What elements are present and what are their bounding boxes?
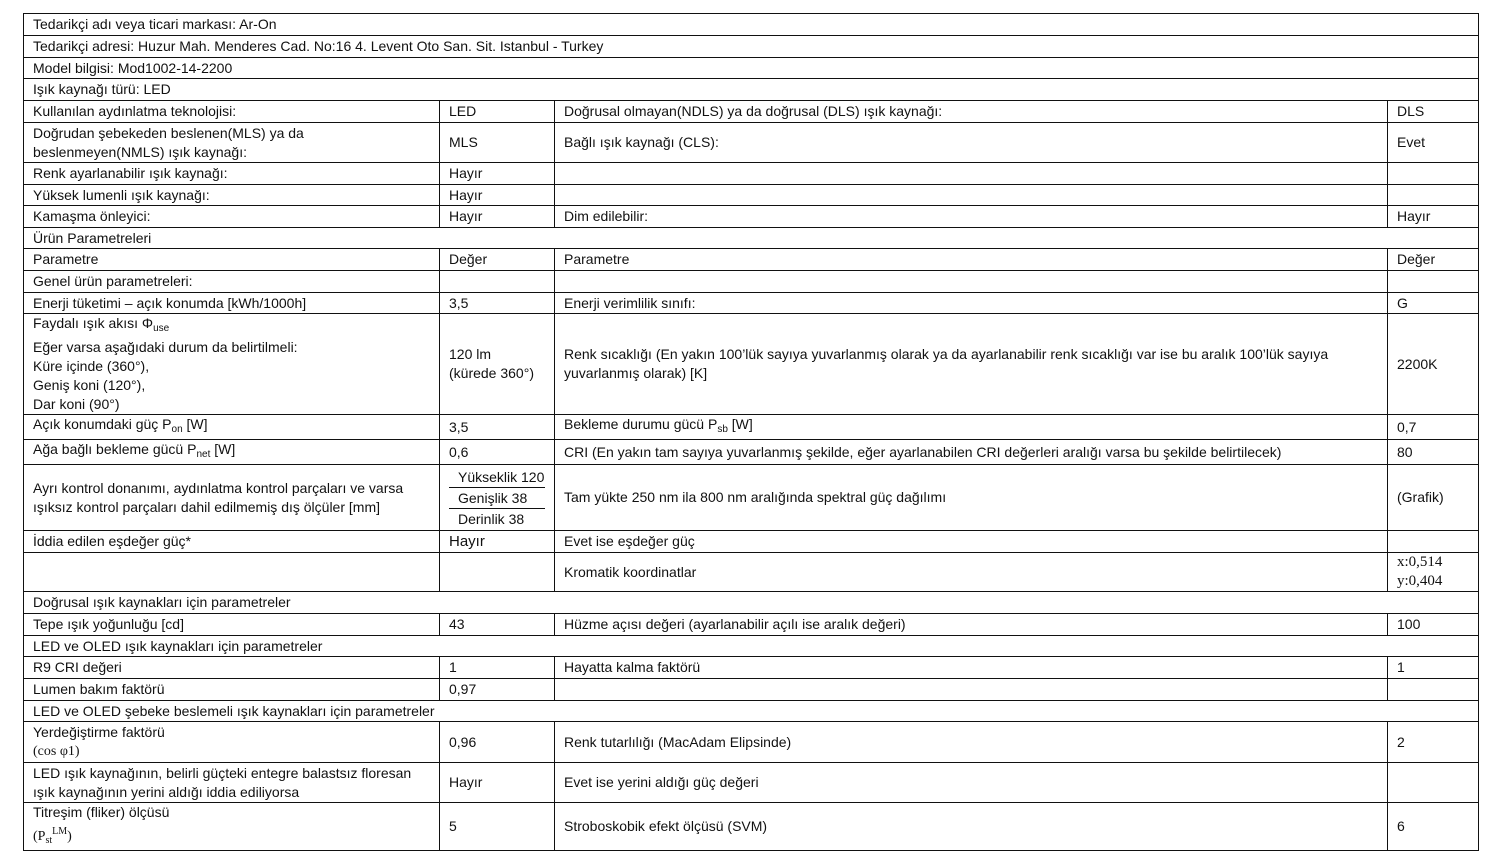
ndls-dls-value: DLS — [1388, 101, 1479, 123]
useful-flux-subscript: use — [153, 323, 170, 334]
useful-flux-label — [24, 314, 440, 415]
led-section-title: LED ve OLED ışık kaynakları için parametreler — [24, 636, 1479, 657]
lighting-tech-value: LED — [440, 101, 555, 123]
peak-intensity-label: Tepe ışık yoğunluğu [cd] — [24, 614, 440, 636]
on-mode-power-value: 3,5 — [440, 415, 555, 440]
cri-label: CRI (En yakın tam sayıya yuvarlanmış şekilde, eğer ayarlanabilen CRI değerleri aralığı varsa bu şekilde belirtilecek) — [555, 440, 1388, 465]
stroboscopic-effect-value: 6 — [1388, 803, 1479, 851]
survival-factor-label: Hayatta kalma faktörü — [555, 657, 1388, 679]
replaced-power-label: Evet ise yerini aldığı güç değeri — [555, 763, 1388, 803]
empty-cell — [440, 271, 555, 293]
flicker-metric-value: 5 — [440, 803, 555, 851]
cls-value: Evet — [1388, 123, 1479, 163]
empty-cell — [555, 271, 1388, 293]
empty-cell — [1388, 271, 1479, 293]
lumen-maintenance-value: 0,97 — [440, 679, 555, 701]
product-params-title: Ürün Parametreleri — [24, 228, 1479, 249]
col-header-value: Değer — [1388, 249, 1479, 271]
high-lumen-value: Hayır — [440, 185, 555, 206]
dls-section-title: Doğrusal ışık kaynakları için parametreler — [24, 592, 1479, 614]
flux-value-line: 120 lm — [449, 346, 492, 362]
flicker-metric-label — [24, 803, 440, 851]
empty-cell — [555, 679, 1388, 701]
col-header-value: Değer — [440, 249, 555, 271]
cri-value: 80 — [1388, 440, 1479, 465]
dimmable-value: Hayır — [1388, 206, 1479, 228]
claimed-equivalent-power-value: Hayır — [440, 531, 555, 553]
lighting-tech-label: Kullanılan aydınlatma teknolojisi: — [24, 101, 440, 123]
energy-consumption-value: 3,5 — [440, 293, 555, 314]
product-information-sheet — [23, 13, 1479, 851]
displacement-factor-label — [24, 722, 440, 763]
fluorescent-replacement-value: Hayır — [440, 763, 555, 803]
cls-label: Bağlı ışık kaynağı (CLS): — [555, 123, 1388, 163]
col-header-param: Parametre — [555, 249, 1388, 271]
dimension-height: Yükseklik 120 — [449, 467, 545, 488]
mains-section-title: LED ve OLED şebeke beslemeli ışık kaynakları için parametreler — [24, 701, 1479, 722]
stroboscopic-effect-label: Stroboskobik efekt ölçüsü (SVM) — [555, 803, 1388, 851]
empty-cell — [1388, 163, 1479, 185]
outer-dimensions-values — [440, 465, 555, 531]
color-temperature-value: 2200K — [1388, 314, 1479, 415]
claimed-equivalent-power-label: İddia edilen eşdeğer güç* — [24, 531, 440, 553]
empty-cell — [1388, 763, 1479, 803]
networked-standby-label: Ağa bağlı bekleme gücü $P_{net}$ [W] — [24, 440, 440, 465]
empty-cell — [1388, 185, 1479, 206]
empty-cell — [555, 163, 1388, 185]
dimmable-label: Dim edilebilir: — [555, 206, 1388, 228]
standby-power-label: Bekleme durumu gücü $P_{sb}$ [W] — [555, 415, 1388, 440]
networked-standby-value: 0,6 — [440, 440, 555, 465]
chromaticity-value — [1388, 553, 1479, 592]
lumen-maintenance-label: Lumen bakım faktörü — [24, 679, 440, 701]
fluorescent-replacement-label: LED ışık kaynağının, belirli güçteki entegre balastsız floresan ışık kaynağının yerini aldığı iddia ediliyorsa — [24, 763, 440, 803]
empty-cell — [440, 553, 555, 592]
efficiency-class-value: G — [1388, 293, 1479, 314]
empty-cell — [1388, 531, 1479, 553]
flux-line: Eğer varsa aşağıdaki durum da belirtilmeli: — [33, 339, 298, 355]
light-source-type: Işık kaynağı türü: LED — [24, 79, 1479, 101]
flux-line: Küre içinde (360°), — [33, 358, 150, 374]
useful-flux-value — [440, 314, 555, 415]
flicker-metric-formula: $(P_{st}^{LM})$ — [33, 826, 72, 846]
empty-cell — [24, 553, 440, 592]
flux-line: Geniş koni (120°), — [33, 377, 146, 393]
dimension-width: Genişlik 38 — [449, 488, 545, 509]
empty-cell — [1388, 679, 1479, 701]
spectral-distribution-value: (Grafik) — [1388, 465, 1479, 531]
mls-nmls-label: Doğrudan şebekeden beslenen(MLS) ya da beslenmeyen(NMLS) ışık kaynağı: — [24, 123, 440, 163]
model-info: Model bilgisi: Mod1002-14-2200 — [24, 58, 1479, 79]
displacement-factor-formula: (cos φ1) — [33, 744, 80, 759]
col-header-param: Parametre — [24, 249, 440, 271]
flux-value-line: (kürede 360°) — [449, 365, 534, 381]
displacement-factor-title: Yerdeğiştirme faktörü — [33, 724, 165, 740]
supplier-address: Tedarikçi adresi: Huzur Mah. Menderes Cad. No:16 4. Levent Oto San. Sit. Istanbul - Turkey — [24, 36, 1479, 58]
general-params-title: Genel ürün parametreleri: — [24, 271, 440, 293]
energy-consumption-label: Enerji tüketimi – açık konumda [kWh/1000h] — [24, 293, 440, 314]
displacement-factor-value: 0,96 — [440, 722, 555, 763]
r9-cri-value: 1 — [440, 657, 555, 679]
beam-angle-label: Hüzme açısı değeri (ayarlanabilir açılı ise aralık değeri) — [555, 614, 1388, 636]
color-consistency-value: 2 — [1388, 722, 1479, 763]
high-lumen-label: Yüksek lumenli ışık kaynağı: — [24, 185, 440, 206]
empty-cell — [555, 185, 1388, 206]
chromaticity-y: y:0,404 — [1397, 573, 1443, 589]
color-consistency-label: Renk tutarlılığı (MacAdam Elipsinde) — [555, 722, 1388, 763]
on-mode-power-label: Açık konumdaki güç $P_{on}$ [W] — [24, 415, 440, 440]
beam-angle-value: 100 — [1388, 614, 1479, 636]
peak-intensity-value: 43 — [440, 614, 555, 636]
anti-glare-value: Hayır — [440, 206, 555, 228]
useful-flux-title: Faydalı ışık akısı Φ — [33, 315, 154, 331]
equivalent-power-label: Evet ise eşdeğer güç — [555, 531, 1388, 553]
efficiency-class-label: Enerji verimlilik sınıfı: — [555, 293, 1388, 314]
survival-factor-value: 1 — [1388, 657, 1479, 679]
chromaticity-x: x:0,514 — [1397, 554, 1443, 570]
color-tunable-label: Renk ayarlanabilir ışık kaynağı: — [24, 163, 440, 185]
color-temperature-label: Renk sıcaklığı (En yakın 100’lük sayıya yuvarlanmış olarak ya da ayarlanabilir renk sıcaklığı var ise bu aralık 100’lük sayıya yuvarlanmış olarak) [K] — [555, 314, 1388, 415]
flicker-metric-title: Titreşim (fliker) ölçüsü — [33, 804, 170, 820]
dimension-depth: Derinlik 38 — [458, 510, 525, 527]
flux-line: Dar koni (90°) — [33, 396, 120, 412]
ndls-dls-label: Doğrusal olmayan(NDLS) ya da doğrusal (DLS) ışık kaynağı: — [555, 101, 1388, 123]
standby-power-value: 0,7 — [1388, 415, 1479, 440]
outer-dimensions-label: Ayrı kontrol donanımı, aydınlatma kontrol parçaları ve varsa ışıksız kontrol parçaları dahil edilmemiş dış ölçüler [mm] — [24, 465, 440, 531]
chromaticity-label: Kromatik koordinatlar — [555, 553, 1388, 592]
mls-nmls-value: MLS — [440, 123, 555, 163]
anti-glare-label: Kamaşma önleyici: — [24, 206, 440, 228]
r9-cri-label: R9 CRI değeri — [24, 657, 440, 679]
color-tunable-value: Hayır — [440, 163, 555, 185]
supplier-name: Tedarikçi adı veya ticari markası: Ar-On — [24, 14, 1479, 36]
spectral-distribution-label: Tam yükte 250 nm ila 800 nm aralığında spektral güç dağılımı — [555, 465, 1388, 531]
